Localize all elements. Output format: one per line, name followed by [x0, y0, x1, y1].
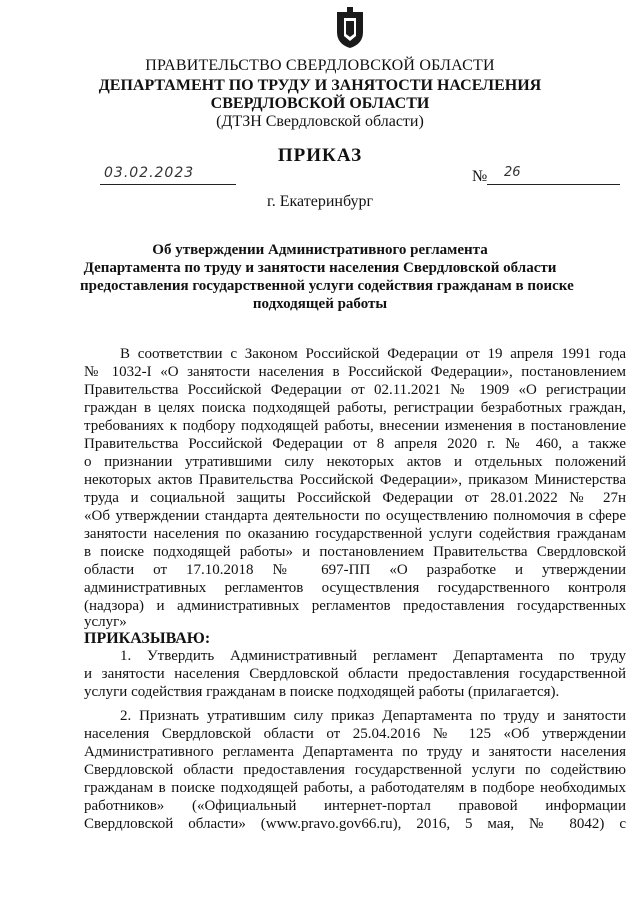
- number-underline: [487, 184, 620, 185]
- preamble-line: занятости населения по оказанию государственной услуги содействия гражданам: [84, 526, 626, 542]
- item2-line: гражданам в поиске подходящей работы, а работодателям в подборе необходимых: [84, 780, 626, 796]
- preamble-line: Правительства Российской Федерации от 02.11.2021 № 1909 «О регистрации: [84, 382, 626, 398]
- item1-line: услуги содействия гражданам в поиске подходящей работы (прилагается).: [84, 684, 560, 700]
- item2-line: Свердловской области предоставления государственной услуги по содействию: [84, 762, 626, 778]
- item2-line: работников» («Официальный интернет-портал правовой информации: [84, 798, 626, 814]
- department-name-line2: СВЕРДЛОВСКОЙ ОБЛАСТИ: [210, 95, 430, 112]
- date-underline: [100, 184, 236, 185]
- order-date: 03.02.2023: [104, 165, 195, 181]
- item2-line: населения Свердловской области от 25.04.2016 № 125 «Об утверждении: [84, 726, 626, 742]
- coat-of-arms-emblem: [333, 6, 367, 50]
- department-name-line1: ДЕПАРТАМЕНТ ПО ТРУДУ И ЗАНЯТОСТИ НАСЕЛЕНИЯ: [98, 77, 542, 94]
- number-label: №: [472, 168, 488, 185]
- item2-line: Свердловской области» (www.pravo.gov66.ru), 2016, 5 мая, № 8042) с: [84, 816, 626, 832]
- item2-line: Административного регламента Департамента по труду и занятости населения: [84, 744, 626, 760]
- preamble-line: требованиях к подбору подходящей работы, внесении изменения в постановление: [84, 418, 626, 434]
- preamble-line: (надзора) и административных регламентов предоставления государственных: [84, 598, 626, 614]
- preamble-line: некоторых актов Правительства Российской Федерации», приказом Министерства: [84, 472, 626, 488]
- order-number: 26: [504, 165, 521, 180]
- preamble-line: услуг»: [84, 614, 127, 630]
- preamble-line: в поиске подходящей работы» и постановлением Правительства Свердловской: [84, 544, 626, 560]
- item1-line: 1. Утвердить Административный регламент Департамента по труду: [120, 648, 626, 664]
- preamble-line: № 1032-I «О занятости населения в Российской Федерации», постановлением: [84, 364, 626, 380]
- preamble-line: граждан в целях поиска подходящей работы, регистрации безработных граждан,: [84, 400, 626, 416]
- prikazyvayu-heading: ПРИКАЗЫВАЮ:: [84, 630, 211, 647]
- city: г. Екатеринбург: [266, 193, 374, 210]
- preamble-line: труда и социальной защиты Российской Федерации от 28.01.2022 № 27н: [84, 490, 626, 506]
- government-title: ПРАВИТЕЛЬСТВО СВЕРДЛОВСКОЙ ОБЛАСТИ: [145, 57, 495, 74]
- item2-line: 2. Признать утратившим силу приказ Департамента по труду и занятости: [120, 708, 626, 724]
- preamble-line: «Об утверждении стандарта деятельности по осуществлению полномочия в сфере: [84, 508, 626, 524]
- department-abbreviation: (ДТЗН Свердловской области): [216, 113, 424, 130]
- preamble-line: В соответствии с Законом Российской Федерации от 19 апреля 1991 года: [120, 346, 626, 362]
- preamble-line: области от 17.10.2018 № 697-ПП «О разработке и утверждении: [84, 562, 626, 578]
- order-title-line: предоставления государственной услуги содействия гражданам в поиске: [80, 278, 574, 294]
- preamble-line: о признании утратившими силу некоторых актов и отдельных положений: [84, 454, 626, 470]
- order-title-line: Об утверждении Административного регламента: [152, 242, 488, 258]
- preamble-line: Правительства Российской Федерации от 8 апреля 2020 г. № 460, а также: [84, 436, 626, 452]
- document-type-heading: ПРИКАЗ: [277, 145, 363, 166]
- order-title-line: подходящей работы: [252, 296, 388, 312]
- order-title-line: Департамента по труду и занятости населения Свердловской области: [83, 260, 557, 276]
- item1-line: и занятости населения Свердловской области предоставления государственной: [84, 666, 626, 682]
- preamble-line: административных регламентов осуществления государственного контроля: [84, 580, 626, 596]
